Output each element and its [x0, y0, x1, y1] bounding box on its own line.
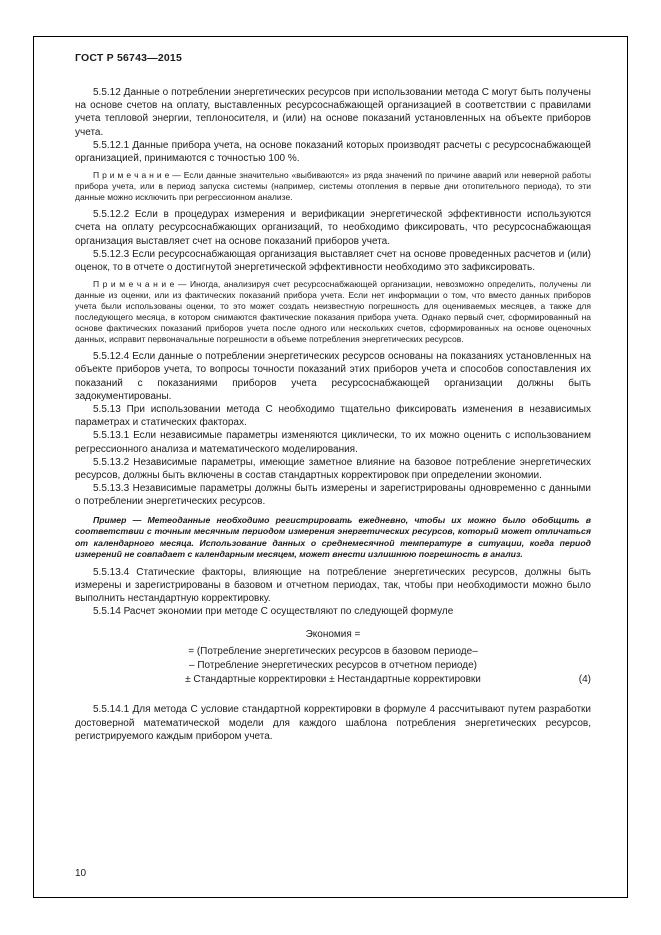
body-paragraph: 5.5.14.1 Для метода С условие стандартной корректировки в формуле 4 рассчитывают путем разработки достоверной математической модели для каждого шаблона потребления энергетических ресурсов, регистрируемого каждым прибором учета. — [75, 704, 591, 742]
document-body — [75, 86, 591, 743]
body-paragraph: 5.5.12.2 Если в процедурах измерения и верификации энергетической эффективности используются счета на оплату ресурсоснабжающих организаций, то необходимо фиксировать, что ресурсоснабжающая организация выставляет счет на основе показаний приборов учета. — [75, 209, 591, 247]
body-paragraph: 5.5.13.2 Независимые параметры, имеющие заметное влияние на базовое потребление энергетических ресурсов, должны быть включены в состав стандартных корректировок при определении экономии. — [75, 456, 591, 482]
example-paragraph: Пример — Метеоданные необходимо регистрировать ежедневно, чтобы их можно было обобщить в соответствии с точным месячным периодом измерения энергетических ресурсов, который может отличаться от календарного месяца. Использование данных о среднемесячной температуре в ситуации, когда период измерений не совпадает с календарным месяцем, может внести излишнюю погрешность в анализ. — [75, 514, 591, 560]
formula-line — [75, 645, 591, 659]
body-paragraph: 5.5.13.3 Независимые параметры должны быть измерены и зарегистрированы одновременно с данными о потреблении энергетических ресурсов. — [75, 483, 591, 508]
formula-text: Экономия = — [305, 629, 361, 641]
page-number: 10 — [75, 868, 87, 879]
document-header: ГОСТ Р 56743—2015 — [75, 52, 183, 64]
body-paragraph: 5.5.13.4 Статические факторы, влияющие на потребление энергетических ресурсов, должны быть измерены и зарегистрированы в базовом и отчетном периодах, так, чтобы при необходимости можно было выполнить нестандартную корректировку. — [75, 566, 591, 605]
formula-text: ± Стандартные корректировки ± Нестандартные корректировки — [185, 674, 481, 686]
formula-number: (4) — [578, 674, 591, 686]
formula-line — [75, 628, 591, 642]
formula-text: = (Потребление энергетических ресурсов в базовом периоде– — [188, 646, 478, 658]
body-paragraph: 5.5.12.1 Данные прибора учета, на основе показаний которых производят расчеты с ресурсоснабжающей организацией, принимаются с точностью 100 %. — [75, 139, 591, 165]
body-paragraph: 5.5.14 Расчет экономии при методе С осуществляют по следующей формуле — [93, 606, 454, 618]
formula-block — [75, 628, 591, 687]
formula-text: – Потребление энергетических ресурсов в отчетном периоде) — [189, 660, 477, 672]
body-paragraph: 5.5.13 При использовании метода С необходимо тщательно фиксировать изменения в независимых параметрах и статических факторах. — [75, 404, 591, 429]
formula-line — [75, 673, 591, 687]
body-paragraph: 5.5.12.3 Если ресурсоснабжающая организация выставляет счет на основе проведенных расчетов и (или) оценок, то в отчете о достигнутой энергетической эффективности необходимо это зафиксировать. — [75, 248, 591, 274]
body-paragraph: 5.5.13.1 Если независимые параметры изменяются циклически, то их можно оценить с использованием регрессионного анализа и математического моделирования. — [75, 430, 591, 455]
body-paragraph: 5.5.12 Данные о потреблении энергетических ресурсов при использовании метода С могут быть получены на основе счетов на оплату, выставленных ресурсоснабжающей организацией в соответствии с правилами учета тепловой энергии, теплоносителя, и (или) на основе показаний установленных на объекте приборов учета. — [75, 87, 591, 138]
note-paragraph: П р и м е ч а н и е — Если данные значительно «выбиваются» из ряда значений по причине аварий или неверной работы прибора учета, или в период запуска системы (например, системы отопления в первые дни отопительного периода), то эти данные можно исключить при регрессионном анализе. — [75, 170, 591, 203]
body-paragraph: 5.5.12.4 Если данные о потреблении энергетических ресурсов основаны на показаниях установленных на объекте приборов учета, то вопросы точности показаний этих приборов учета и способов сопоставления их показаний с показаниями приборов учета ресурсоснабжающей организации должны быть задокументированы. — [75, 351, 591, 402]
formula-line — [75, 659, 591, 673]
note-paragraph: П р и м е ч а н и е — Иногда, анализируя счет ресурсоснабжающей организации, невозможно определить, получены ли данные из оценки, или из фактических показаний прибора учета. Если нет информации о том, что вместо данных приборов учета были использованы оценки, то это может создать неизвестную погрешность для оцениваемых месяцев, а также для последующего месяца, в котором снимаются фактические показания прибора учета. Однако первый счет, сформированный на основе фактических показаний приборов учета после одного или нескольких счетов, сформированных на основе оценочных данных, исправит первоначальные погрешности в объеме потребления энергетических ресурсов. — [75, 279, 591, 345]
